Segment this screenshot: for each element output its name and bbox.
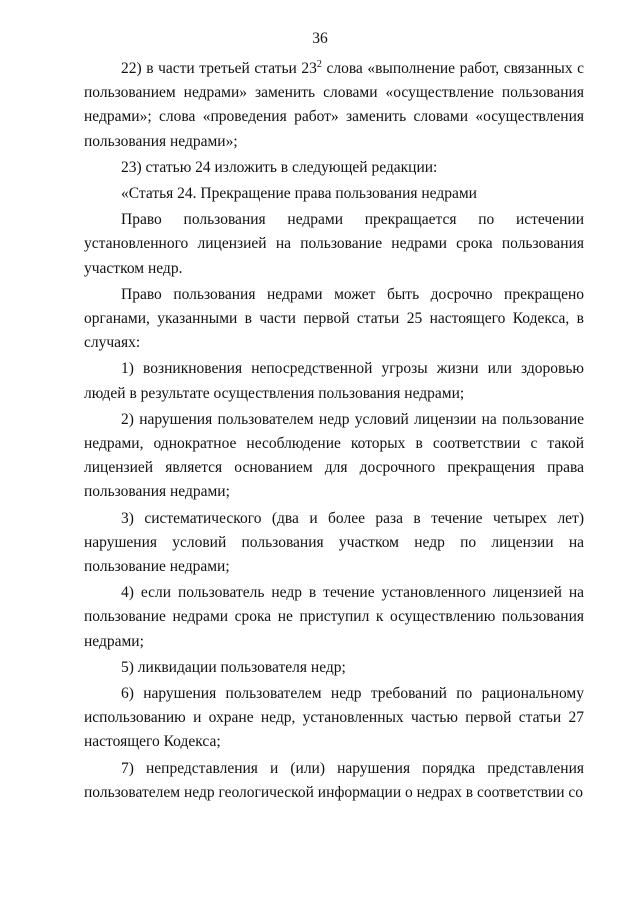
list-item-7: 7) непредставления и (или) нарушения порядка представления пользователем недр геологической информации о недрах в соответствии со: [84, 759, 584, 801]
page-number: 36: [312, 30, 328, 47]
list-item-3: 3) систематического (два и более раза в течение четырех лет) нарушения условий пользования участком недр по лицензии на пользование недрами;: [84, 509, 584, 576]
superscript: 2: [316, 59, 322, 70]
list-item-6: 6) нарушения пользователем недр требований по рациональному использованию и охране недр, установленных частью первой статьи 27 настоящего Кодекса;: [84, 685, 584, 751]
paragraph-item-23: 23) статью 24 изложить в следующей редакции:: [121, 158, 438, 176]
paragraph-early-termination: Право пользования недрами может быть досрочно прекращено органами, указанными в части первой статьи 25 настоящего Кодекса, в случаях:: [84, 285, 584, 352]
paragraph-text: слова «выполнение работ, связанных с пользованием недрами» заменить словами «осуществление пользования недрами»; слова «проведения работ» заменить словами «осуществления пользования недрами»;: [84, 60, 584, 150]
list-item-4: 4) если пользователь недр в течение установленного лицензией на пользование недрами срока не приступил к осуществлению пользования недрами;: [84, 584, 584, 650]
paragraph-item-22: [84, 57, 584, 154]
list-item-1: 1) возникновения непосредственной угрозы жизни или здоровью людей в результате осуществления пользования недрами;: [84, 360, 584, 402]
article-heading: «Статья 24. Прекращение права пользования недрами: [121, 185, 477, 203]
paragraph-text: 22) в части третьей статьи 23: [121, 60, 317, 77]
paragraph-expiry: Право пользования недрами прекращается по истечении установленного лицензией на пользование недрами срока пользования участком недр.: [84, 211, 584, 277]
document-body: [84, 57, 584, 807]
list-item-5: 5) ликвидации пользователя недр;: [121, 658, 346, 676]
list-item-2: 2) нарушения пользователем недр условий лицензии на пользование недрами, однократное несоблюдение которых в соответствии с такой лицензией является основанием для досрочного прекращения права пользования недрами;: [84, 410, 584, 501]
